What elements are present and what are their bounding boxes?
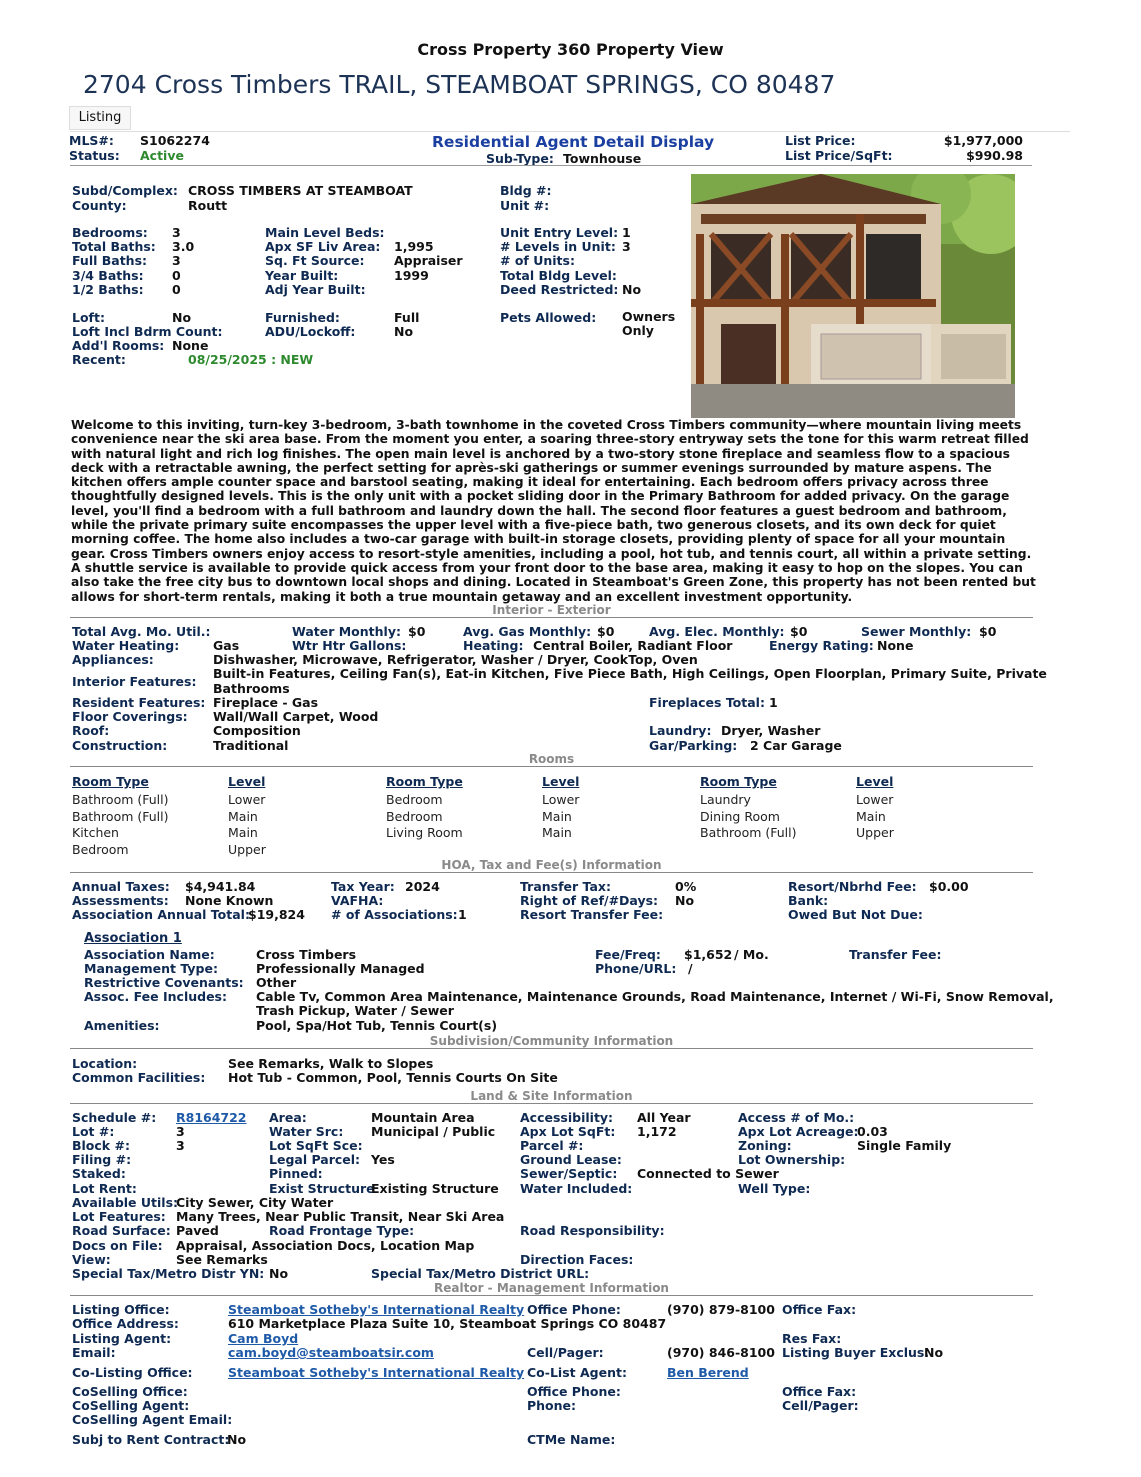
furnished-value: Full <box>394 310 420 325</box>
water-monthly-label: Water Monthly: <box>292 624 401 639</box>
parcel-label: Parcel #: <box>520 1138 584 1153</box>
sewer-septic-label: Sewer/Septic: <box>520 1166 618 1181</box>
tax-year-label: Tax Year: <box>331 879 395 894</box>
county-value: Routt <box>188 198 228 213</box>
lot-label: Lot #: <box>72 1124 115 1139</box>
mls-value: S1062274 <box>140 133 210 148</box>
ground-lease-label: Ground Lease: <box>520 1152 622 1167</box>
room-level: Main <box>228 825 258 840</box>
resort-transfer-label: Resort Transfer Fee: <box>520 907 664 922</box>
co-listing-office-label: Co-Listing Office: <box>72 1365 193 1380</box>
zoning-value: Single Family <box>857 1138 952 1153</box>
bedrooms-label: Bedrooms: <box>72 225 148 240</box>
mgmt-type-value: Professionally Managed <box>256 961 425 976</box>
water-src-value: Municipal / Public <box>371 1124 496 1139</box>
lot-features-value: Many Trees, Near Public Transit, Near Ski Area <box>176 1209 505 1224</box>
main-beds-label: Main Level Beds: <box>265 225 385 240</box>
ctme-name-label: CTMe Name: <box>527 1432 616 1447</box>
road-frontage-label: Road Frontage Type: <box>269 1223 415 1238</box>
room-type: Bedroom <box>386 792 443 807</box>
fireplaces-label: Fireplaces Total: <box>649 695 765 710</box>
assoc-transfer-fee-label: Transfer Fee: <box>849 947 942 962</box>
year-built-label: Year Built: <box>265 268 339 283</box>
list-price-value: $1,977,000 <box>943 133 1023 148</box>
fireplaces-value: 1 <box>769 695 778 710</box>
section-interior-exterior: Interior - Exterior <box>70 603 1033 618</box>
coselling-office-fax-label: Office Fax: <box>782 1384 857 1399</box>
room-level: Upper <box>228 842 266 857</box>
section-land: Land & Site Information <box>70 1089 1033 1104</box>
fee-frequency: / Mo. <box>734 947 769 962</box>
unit-label: Unit #: <box>500 198 550 213</box>
resident-features-label: Resident Features: <box>72 695 206 710</box>
site-title: Cross Property 360 Property View <box>417 40 724 59</box>
office-fax-label: Office Fax: <box>782 1302 857 1317</box>
construction-label: Construction: <box>72 738 168 753</box>
rofr-label: Right of Ref/#Days: <box>520 893 659 908</box>
bedrooms-value: 3 <box>172 225 181 240</box>
sf-source-label: Sq. Ft Source: <box>265 253 365 268</box>
room-level: Main <box>228 809 258 824</box>
water-monthly-value: $0 <box>408 624 426 639</box>
gas-monthly-value: $0 <box>597 624 615 639</box>
block-label: Block #: <box>72 1138 130 1153</box>
levels-label: # Levels in Unit: <box>500 239 616 254</box>
lot-sqft-value: 1,172 <box>637 1124 677 1139</box>
fee-value: $1,652 <box>684 947 733 962</box>
filing-label: Filing #: <box>72 1152 132 1167</box>
furnished-label: Furnished: <box>265 310 340 325</box>
garage-label: Gar/Parking: <box>649 738 738 753</box>
price-sqft-label: List Price/SqFt: <box>785 148 893 163</box>
room-level: Upper <box>856 825 894 840</box>
sewer-monthly-label: Sewer Monthly: <box>861 624 972 639</box>
vafha-label: VAFHA: <box>331 893 384 908</box>
common-facilities-value: Hot Tub - Common, Pool, Tennis Courts On Site <box>228 1070 558 1085</box>
public-remarks: Welcome to this inviting, turn-key 3-bedroom, 3-bath townhome in the coveted Cross Timbers community—where mountain living meets convenience near the ski area base. From the moment you enter, a soaring three-story entryway sets the tone for this warm retreat filled with natural light and rich log finishes. The open main level is anchored by a two-story stone fireplace and seamless flow to a spacious deck with a retractable awning, the perfect setting for après-ski gatherings or summer evenings surrounded by mature aspens. The kitchen offers ample counter space and barstool seating, making it ideal for entertaining. Each bedroom offers privacy across three thoughtfully designed levels. This is the only unit with a pocket sliding door in the Primary Bathroom for added privacy. On the garage level, you'll find a bedroom with a full bathroom and laundry down the hall. The second floor features a guest bedroom and bathroom, while the private primary suite encompasses the upper level with a five-piece bath, two generous closets, and its own deck for quiet morning coffee. The home also includes a two-car garage with built-in storage closets, providing plenty of space for all your mountain gear. Cross Timbers owners enjoy access to resort-style amenities, including a pool, hot tub, and tennis court, all within a private setting. A shuttle service is available to provide quick access from your front door to the base area, making it easy to hop on the slopes. You can also take the free city bus to downtown local shops and dining. Located in Steamboat's Green Zone, this property has not been rented but allows for short-term rentals, making it both a true mountain getaway and an excellent investment opportunity. <box>71 418 1036 604</box>
heating-label: Heating: <box>463 638 524 653</box>
schedule-link[interactable]: R8164722 <box>176 1110 247 1125</box>
county-label: County: <box>72 198 127 213</box>
construction-value: Traditional <box>213 738 289 753</box>
num-assoc-label: # of Associations: <box>331 907 458 922</box>
subtype-value: Townhouse <box>563 151 642 166</box>
energy-rating-value: None <box>877 638 914 653</box>
elec-monthly-label: Avg. Elec. Monthly: <box>649 624 785 639</box>
section-hoa: HOA, Tax and Fee(s) Information <box>70 858 1033 873</box>
sf-source-value: Appraiser <box>394 253 463 268</box>
energy-rating-label: Energy Rating: <box>769 638 874 653</box>
rooms-header-level-1: Level <box>228 774 266 789</box>
docs-value: Appraisal, Association Docs, Location Map <box>176 1238 475 1253</box>
header-divider <box>70 131 1070 132</box>
transfer-tax-value: 0% <box>675 879 697 894</box>
subd-value: CROSS TIMBERS AT STEAMBOAT <box>188 183 413 198</box>
assoc-total-value: $19,824 <box>248 907 305 922</box>
entry-level-value: 1 <box>622 225 631 240</box>
interior-features-value: Built-in Features, Ceiling Fan(s), Eat-in Kitchen, Five Piece Bath, High Ceilings, Open Floorplan, Primary Suite, Private <box>213 666 1047 681</box>
entry-level-label: Unit Entry Level: <box>500 225 619 240</box>
year-built-value: 1999 <box>394 268 429 283</box>
listing-agent-link[interactable]: Cam Boyd <box>228 1331 299 1346</box>
coselling-cell-label: Cell/Pager: <box>782 1398 859 1413</box>
res-fax-label: Res Fax: <box>782 1331 842 1346</box>
resident-features-value: Fireplace - Gas <box>213 695 319 710</box>
recent-label: Recent: <box>72 352 126 367</box>
accessibility-value: All Year <box>637 1110 691 1125</box>
rooms-header-level-3: Level <box>856 774 894 789</box>
covenants-label: Restrictive Covenants: <box>84 975 244 990</box>
water-src-label: Water Src: <box>269 1124 344 1139</box>
staked-label: Staked: <box>72 1166 126 1181</box>
bank-label: Bank: <box>788 893 829 908</box>
location-label: Location: <box>72 1056 138 1071</box>
annual-taxes-label: Annual Taxes: <box>72 879 170 894</box>
area-label: Area: <box>269 1110 307 1125</box>
loft-value: No <box>172 310 192 325</box>
email-link[interactable]: cam.boyd@steamboatsir.com <box>228 1345 434 1360</box>
office-phone-label: Office Phone: <box>527 1302 621 1317</box>
adj-year-label: Adj Year Built: <box>265 282 366 297</box>
sf-value: 1,995 <box>394 239 434 254</box>
deed-value: No <box>622 282 642 297</box>
office-address-value: 610 Marketplace Plaza Suite 10, Steamboat Springs CO 80487 <box>228 1316 667 1331</box>
bldg-level-label: Total Bldg Level: <box>500 268 617 283</box>
listing-office-link[interactable]: Steamboat Sotheby's International Realty <box>228 1302 525 1317</box>
available-utils-value: City Sewer, City Water <box>176 1195 334 1210</box>
room-type: Bedroom <box>72 842 129 857</box>
floor-coverings-value: Wall/Wall Carpet, Wood <box>213 709 379 724</box>
rofr-value: No <box>675 893 695 908</box>
list-price-label: List Price: <box>785 133 856 148</box>
wtr-htr-gallons-label: Wtr Htr Gallons: <box>292 638 407 653</box>
room-type: Laundry <box>700 792 751 807</box>
subj-rent-label: Subj to Rent Contract: <box>72 1432 230 1447</box>
adu-value: No <box>394 324 414 339</box>
block-value: 3 <box>176 1138 185 1153</box>
water-heating-label: Water Heating: <box>72 638 180 653</box>
listing-agent-label: Listing Agent: <box>72 1331 172 1346</box>
coselling-office-phone-label: Office Phone: <box>527 1384 621 1399</box>
page-title: 2704 Cross Timbers TRAIL, STEAMBOAT SPRINGS, CO 80487 <box>83 70 836 99</box>
section-rooms: Rooms <box>70 752 1033 767</box>
num-assoc-value: 1 <box>458 907 467 922</box>
floor-coverings-label: Floor Coverings: <box>72 709 188 724</box>
amenities-label: Amenities: <box>84 1018 160 1033</box>
total-baths-label: Total Baths: <box>72 239 156 254</box>
acreage-label: Apx Lot Acreage: <box>738 1124 859 1139</box>
exist-structure-value: Existing Structure <box>371 1181 499 1196</box>
exist-structure-label: Exist Structure <box>269 1181 375 1196</box>
buyer-exclus-value: No <box>924 1345 944 1360</box>
subj-rent-value: No <box>227 1432 247 1447</box>
laundry-value: Dryer, Washer <box>721 723 821 738</box>
coselling-email-label: CoSelling Agent Email: <box>72 1412 233 1427</box>
fee-includes-label: Assoc. Fee Includes: <box>84 989 227 1004</box>
fee-includes-value-cont: Trash Pickup, Water / Sewer <box>256 1003 454 1018</box>
docs-label: Docs on File: <box>72 1238 163 1253</box>
pets-value: Owners Only <box>622 309 676 338</box>
transfer-tax-label: Transfer Tax: <box>520 879 611 894</box>
road-responsibility-label: Road Responsibility: <box>520 1223 665 1238</box>
co-list-agent-link[interactable]: Ben Berend <box>667 1365 749 1380</box>
special-tax-value: No <box>269 1266 289 1281</box>
available-utils-label: Available Utils: <box>72 1195 179 1210</box>
addl-rooms-label: Add'l Rooms: <box>72 338 165 353</box>
direction-faces-label: Direction Faces: <box>520 1252 634 1267</box>
adu-label: ADU/Lockoff: <box>265 324 356 339</box>
laundry-label: Laundry: <box>649 723 712 738</box>
appliances-label: Appliances: <box>72 652 154 667</box>
lot-sce-label: Lot SqFt Sce: <box>269 1138 363 1153</box>
loft-label: Loft: <box>72 310 105 325</box>
mgmt-type-label: Management Type: <box>84 961 218 976</box>
appliances-value: Dishwasher, Microwave, Refrigerator, Washer / Dryer, CookTop, Oven <box>213 652 698 667</box>
amenities-value: Pool, Spa/Hot Tub, Tennis Court(s) <box>256 1018 498 1033</box>
room-type: Bathroom (Full) <box>72 792 169 807</box>
bldg-label: Bldg #: <box>500 183 552 198</box>
property-photo[interactable] <box>691 174 1015 418</box>
sf-label: Apx SF Liv Area: <box>265 239 381 254</box>
section-subdivision: Subdivision/Community Information <box>70 1034 1033 1049</box>
half-baths-label: 1/2 Baths: <box>72 282 144 297</box>
full-baths-label: Full Baths: <box>72 253 148 268</box>
room-type: Kitchen <box>72 825 119 840</box>
water-included-label: Water Included: <box>520 1181 633 1196</box>
access-months-label: Access # of Mo.: <box>738 1110 855 1125</box>
co-listing-office-link[interactable]: Steamboat Sotheby's International Realty <box>228 1365 525 1380</box>
email-label: Email: <box>72 1345 116 1360</box>
owed-label: Owed But Not Due: <box>788 907 923 922</box>
lot-ownership-label: Lot Ownership: <box>738 1152 846 1167</box>
rooms-header-type-1: Room Type <box>72 774 149 789</box>
listing-office-label: Listing Office: <box>72 1302 170 1317</box>
assessments-value: None Known <box>185 893 274 908</box>
section-realtor: Realtor - Management Information <box>70 1281 1033 1296</box>
co-list-agent-label: Co-List Agent: <box>527 1365 627 1380</box>
coselling-phone-label: Phone: <box>527 1398 577 1413</box>
resort-fee-label: Resort/Nbrhd Fee: <box>788 879 917 894</box>
covenants-value: Other <box>256 975 297 990</box>
room-level: Main <box>542 825 572 840</box>
heating-value: Central Boiler, Radiant Floor <box>533 638 733 653</box>
cell-value: (970) 846-8100 <box>667 1345 775 1360</box>
zoning-label: Zoning: <box>738 1138 792 1153</box>
lot-rent-label: Lot Rent: <box>72 1181 137 1196</box>
phone-url-value: / <box>688 961 693 976</box>
room-level: Lower <box>228 792 266 807</box>
recent-value: 08/25/2025 : NEW <box>188 352 314 367</box>
elec-monthly-value: $0 <box>790 624 808 639</box>
deed-label: Deed Restricted: <box>500 282 619 297</box>
legal-parcel-value: Yes <box>371 1152 395 1167</box>
fee-includes-value: Cable Tv, Common Area Maintenance, Maintenance Grounds, Road Maintenance, Internet / Wi-Fi, Snow Removal, <box>256 989 1054 1004</box>
area-value: Mountain Area <box>371 1110 475 1125</box>
subd-label: Subd/Complex: <box>72 183 178 198</box>
status-label: Status: <box>69 148 120 163</box>
rooms-header-type-2: Room Type <box>386 774 463 789</box>
three-quarter-baths-label: 3/4 Baths: <box>72 268 144 283</box>
special-tax-url-label: Special Tax/Metro District URL: <box>371 1266 590 1281</box>
room-level: Lower <box>856 792 894 807</box>
fee-freq-label: Fee/Freq: <box>595 947 661 962</box>
room-level: Lower <box>542 792 580 807</box>
room-type: Bedroom <box>386 809 443 824</box>
tax-year-value: 2024 <box>405 879 440 894</box>
util-label: Total Avg. Mo. Util.: <box>72 624 211 639</box>
water-heating-value: Gas <box>213 638 240 653</box>
full-baths-value: 3 <box>172 253 181 268</box>
addl-rooms-value: None <box>172 338 209 353</box>
subtype-label: Sub-Type: <box>486 151 554 166</box>
roof-value: Composition <box>213 723 301 738</box>
office-address-label: Office Address: <box>72 1316 179 1331</box>
room-level: Main <box>542 809 572 824</box>
assessments-label: Assessments: <box>72 893 169 908</box>
levels-value: 3 <box>622 239 631 254</box>
well-type-label: Well Type: <box>738 1181 811 1196</box>
lot-features-label: Lot Features: <box>72 1209 166 1224</box>
location-value: See Remarks, Walk to Slopes <box>228 1056 434 1071</box>
sewer-septic-value: Connected to Sewer <box>637 1166 779 1181</box>
association-heading[interactable]: Association 1 <box>84 931 182 946</box>
assoc-total-label: Association Annual Total: <box>72 907 250 922</box>
display-title: Residential Agent Detail Display <box>432 133 715 151</box>
cell-label: Cell/Pager: <box>527 1345 604 1360</box>
room-level: Main <box>856 809 886 824</box>
view-value: See Remarks <box>176 1252 268 1267</box>
phone-url-label: Phone/URL: <box>595 961 677 976</box>
accessibility-label: Accessibility: <box>520 1110 614 1125</box>
assoc-name-label: Association Name: <box>84 947 215 962</box>
buyer-exclus-label: Listing Buyer Exclus. <box>782 1345 930 1360</box>
sewer-monthly-value: $0 <box>979 624 997 639</box>
room-type: Bathroom (Full) <box>700 825 797 840</box>
legal-parcel-label: Legal Parcel: <box>269 1152 361 1167</box>
assoc-name-value: Cross Timbers <box>256 947 357 962</box>
room-type: Dining Room <box>700 809 780 824</box>
tab-listing[interactable]: Listing <box>69 106 131 130</box>
status-badge: Active <box>140 148 184 163</box>
room-type: Living Room <box>386 825 463 840</box>
acreage-value: 0.03 <box>857 1124 888 1139</box>
schedule-label: Schedule #: <box>72 1110 157 1125</box>
interior-features-label: Interior Features: <box>72 674 197 689</box>
view-label: View: <box>72 1252 111 1267</box>
coselling-agent-label: CoSelling Agent: <box>72 1398 190 1413</box>
price-sqft-value: $990.98 <box>966 148 1023 163</box>
room-type: Bathroom (Full) <box>72 809 169 824</box>
common-facilities-label: Common Facilities: <box>72 1070 206 1085</box>
rooms-header-type-3: Room Type <box>700 774 777 789</box>
roof-label: Roof: <box>72 723 110 738</box>
annual-taxes-value: $4,941.84 <box>185 879 256 894</box>
road-surface-label: Road Surface: <box>72 1223 171 1238</box>
rooms-header-level-2: Level <box>542 774 580 789</box>
resort-fee-value: $0.00 <box>929 879 969 894</box>
units-label: # of Units: <box>500 253 575 268</box>
special-tax-label: Special Tax/Metro Distr YN: <box>72 1266 265 1281</box>
three-quarter-baths-value: 0 <box>172 268 181 283</box>
coselling-office-label: CoSelling Office: <box>72 1384 188 1399</box>
total-baths-value: 3.0 <box>172 239 195 254</box>
lot-sqft-label: Apx Lot SqFt: <box>520 1124 616 1139</box>
gas-monthly-label: Avg. Gas Monthly: <box>463 624 592 639</box>
lot-value: 3 <box>176 1124 185 1139</box>
townhome-illustration <box>691 174 1015 418</box>
top-divider <box>70 165 1032 166</box>
pinned-label: Pinned: <box>269 1166 323 1181</box>
road-surface-value: Paved <box>176 1223 219 1238</box>
pets-label: Pets Allowed: <box>500 310 597 325</box>
interior-features-value-cont: Bathrooms <box>213 681 290 696</box>
mls-label: MLS#: <box>69 133 114 148</box>
garage-value: 2 Car Garage <box>750 738 842 753</box>
loft-bdrm-label: Loft Incl Bdrm Count: <box>72 324 223 339</box>
office-phone-value: (970) 879-8100 <box>667 1302 775 1317</box>
half-baths-value: 0 <box>172 282 181 297</box>
